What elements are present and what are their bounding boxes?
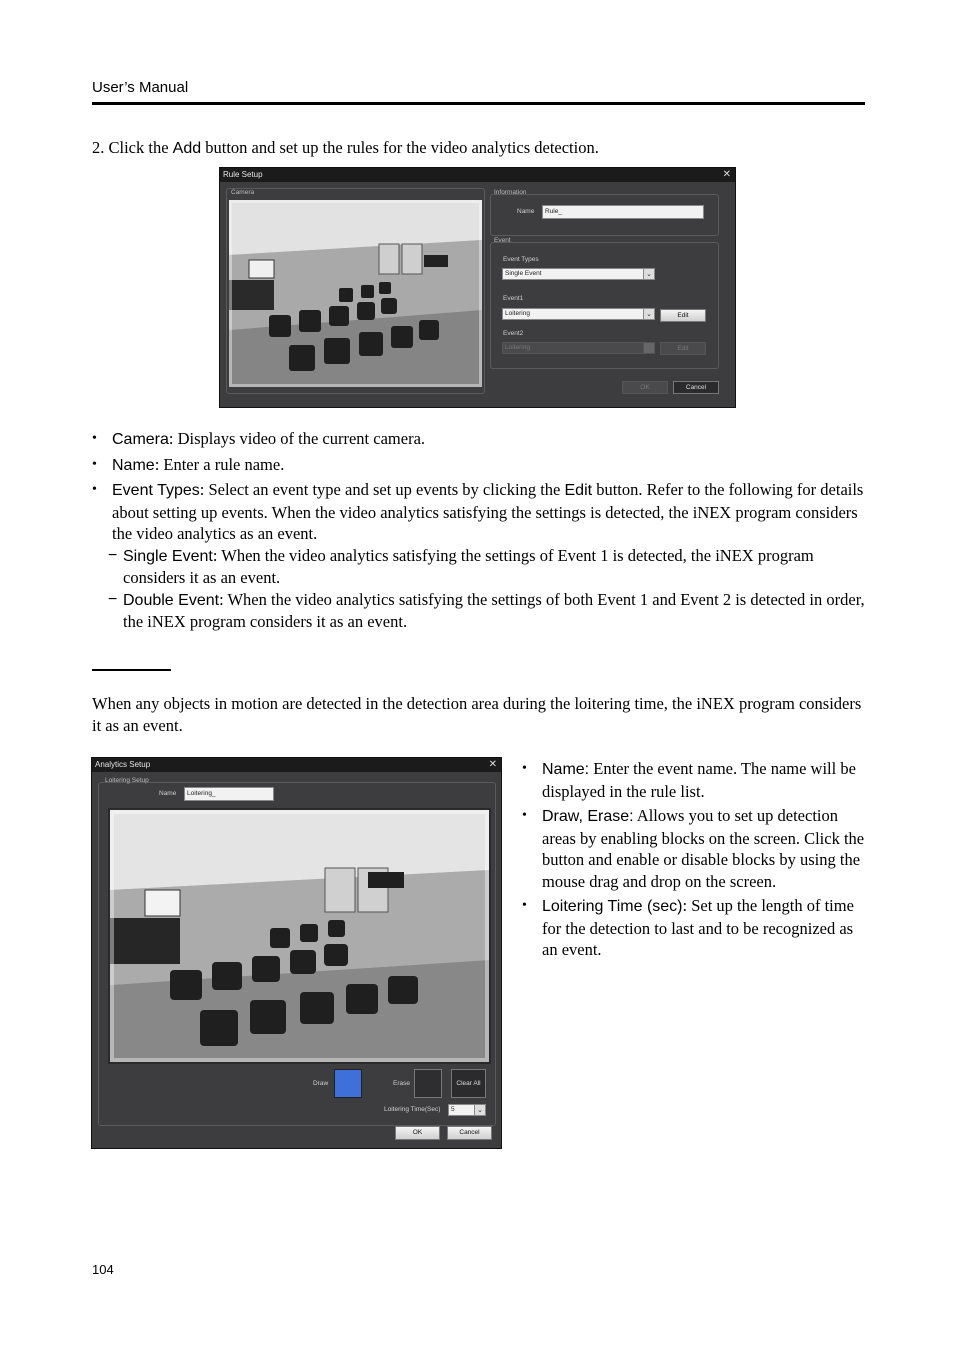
analytics-setup-dialog [91, 757, 502, 1149]
bullet-name [92, 454, 865, 477]
bullet-text: Allows you to set up detection areas by enabling blocks on the screen. Click the button and enable or disable blocks by using the mouse drag and drop on the screen. [542, 806, 865, 891]
loitering-name-input[interactable]: Loitering_ [184, 787, 274, 801]
cancel-button[interactable]: Cancel [673, 381, 719, 394]
edit-term: Edit [564, 482, 593, 499]
bullet-term: Name [112, 456, 155, 474]
loitering-time-value: 5 [451, 1106, 455, 1113]
erase-label: Erase [393, 1080, 410, 1087]
event2-select[interactable] [502, 342, 655, 354]
loitering-time-label: Loitering Time(Sec) [384, 1106, 441, 1113]
sub-bullet-text: : When the video analytics satisfying the settings of both Event 1 and Event 2 is detected in order, the iNEX program considers it as an event. [123, 589, 865, 631]
bullet-term: Draw, Erase: [542, 808, 634, 825]
chevron-down-icon: ⌄ [643, 269, 654, 279]
chevron-down-icon [643, 343, 654, 353]
dash-marker: − [108, 590, 118, 608]
sub-bullet-single-event [92, 545, 865, 589]
bullet-text-b: button. Refer to the following for details about setting up events. When the video analytics satisfying the settings is detected, the iNEX program considers the video analytics as an event. [112, 480, 864, 543]
event1-edit-button[interactable]: Edit [660, 309, 706, 322]
step-text-before: Click the [108, 138, 169, 157]
bullet-text: Enter the event name. The name will be displayed in the rule list. [542, 759, 856, 801]
camera-video-preview [229, 200, 482, 387]
loitering-intro: When any objects in motion are detected in the detection area during the loitering time, the iNEX program considers it as an event. [92, 694, 862, 735]
bullet-term: Name: [542, 761, 590, 778]
step-number: 2. [92, 138, 105, 157]
event-types-label: Event Types [503, 256, 539, 263]
event-types-value: Single Event [505, 270, 542, 277]
section-underline [92, 669, 171, 671]
right-bullet-list [522, 758, 867, 961]
step-2-paragraph [92, 137, 872, 160]
right-bullet-name [522, 758, 867, 802]
bullet-dot: • [522, 808, 527, 823]
event-group-label: Event [494, 237, 511, 244]
event2-value: Loitering [505, 344, 530, 351]
bullet-dot: • [92, 456, 97, 472]
camera-group-label: Camera [231, 189, 255, 196]
name-label: Name [159, 790, 177, 797]
bullet-dot: • [522, 898, 527, 913]
rule-name-input[interactable]: Rule_ [542, 205, 704, 219]
sub-bullet-term: Double Event [123, 591, 220, 609]
event1-select[interactable] [502, 308, 655, 320]
ok-button[interactable]: OK [622, 381, 668, 394]
header-rule [92, 102, 865, 105]
bullet-camera [92, 428, 865, 451]
bullet-event-types [92, 479, 865, 545]
step-text-after: button and set up the rules for the video analytics detection. [205, 138, 599, 157]
ok-button[interactable]: OK [395, 1126, 440, 1140]
sub-bullet-term: Single Event [123, 547, 213, 565]
detection-area-canvas[interactable] [108, 808, 491, 1064]
running-header: User’s Manual [92, 79, 189, 96]
right-bullet-draw-erase [522, 805, 867, 892]
event1-label: Event1 [503, 295, 524, 302]
information-group-label: Information [494, 189, 527, 196]
draw-label: Draw [313, 1080, 329, 1087]
loitering-time-select[interactable] [448, 1104, 486, 1116]
bullet-text: : Displays video of the current camera. [168, 429, 426, 448]
bullet-dot: • [92, 431, 97, 446]
close-icon[interactable]: ✕ [488, 759, 497, 770]
event2-label: Event2 [503, 330, 524, 337]
rule-setup-title: Rule Setup [220, 168, 735, 182]
bullet-list [92, 428, 865, 633]
conference-room-image [110, 810, 489, 1062]
sub-bullet-text: : When the video analytics satisfying the settings of Event 1 is detected, the iNEX program considers it as an event. [123, 545, 814, 587]
bullet-term: Camera [112, 431, 169, 448]
sub-bullet-double-event [92, 589, 865, 633]
chevron-down-icon: ⌄ [474, 1105, 485, 1115]
close-icon[interactable]: ✕ [722, 169, 731, 180]
add-term: Add [172, 140, 202, 157]
bullet-term: Event Types [112, 482, 200, 499]
cancel-button[interactable]: Cancel [447, 1126, 492, 1140]
bullet-dot: • [522, 761, 527, 776]
event2-edit-button[interactable]: Edit [660, 342, 706, 355]
bullet-text: : Enter a rule name. [154, 454, 285, 474]
loitering-setup-label: Loitering Setup [105, 777, 149, 784]
chevron-down-icon: ⌄ [643, 309, 654, 319]
dash-marker: − [108, 546, 118, 564]
analytics-setup-title: Analytics Setup [92, 758, 501, 772]
conference-room-image [229, 200, 482, 387]
name-label: Name [517, 208, 535, 215]
rule-setup-dialog [219, 167, 736, 408]
bullet-text: : Select an event type and set up events by clicking the [199, 480, 561, 499]
event-types-select[interactable] [502, 268, 655, 280]
page-number: 104 [92, 1262, 114, 1277]
draw-button[interactable] [334, 1069, 362, 1098]
bullet-dot: • [92, 482, 97, 497]
event1-value: Loitering [505, 310, 530, 317]
erase-button[interactable] [414, 1069, 442, 1098]
bullet-text: : Set up the length of time for the detection to last and to be recognized as an event. [542, 896, 854, 959]
right-bullet-loitering-time [522, 895, 867, 961]
bullet-term: Loitering Time (sec) [542, 898, 683, 915]
clear-all-button[interactable]: Clear All [451, 1069, 486, 1098]
